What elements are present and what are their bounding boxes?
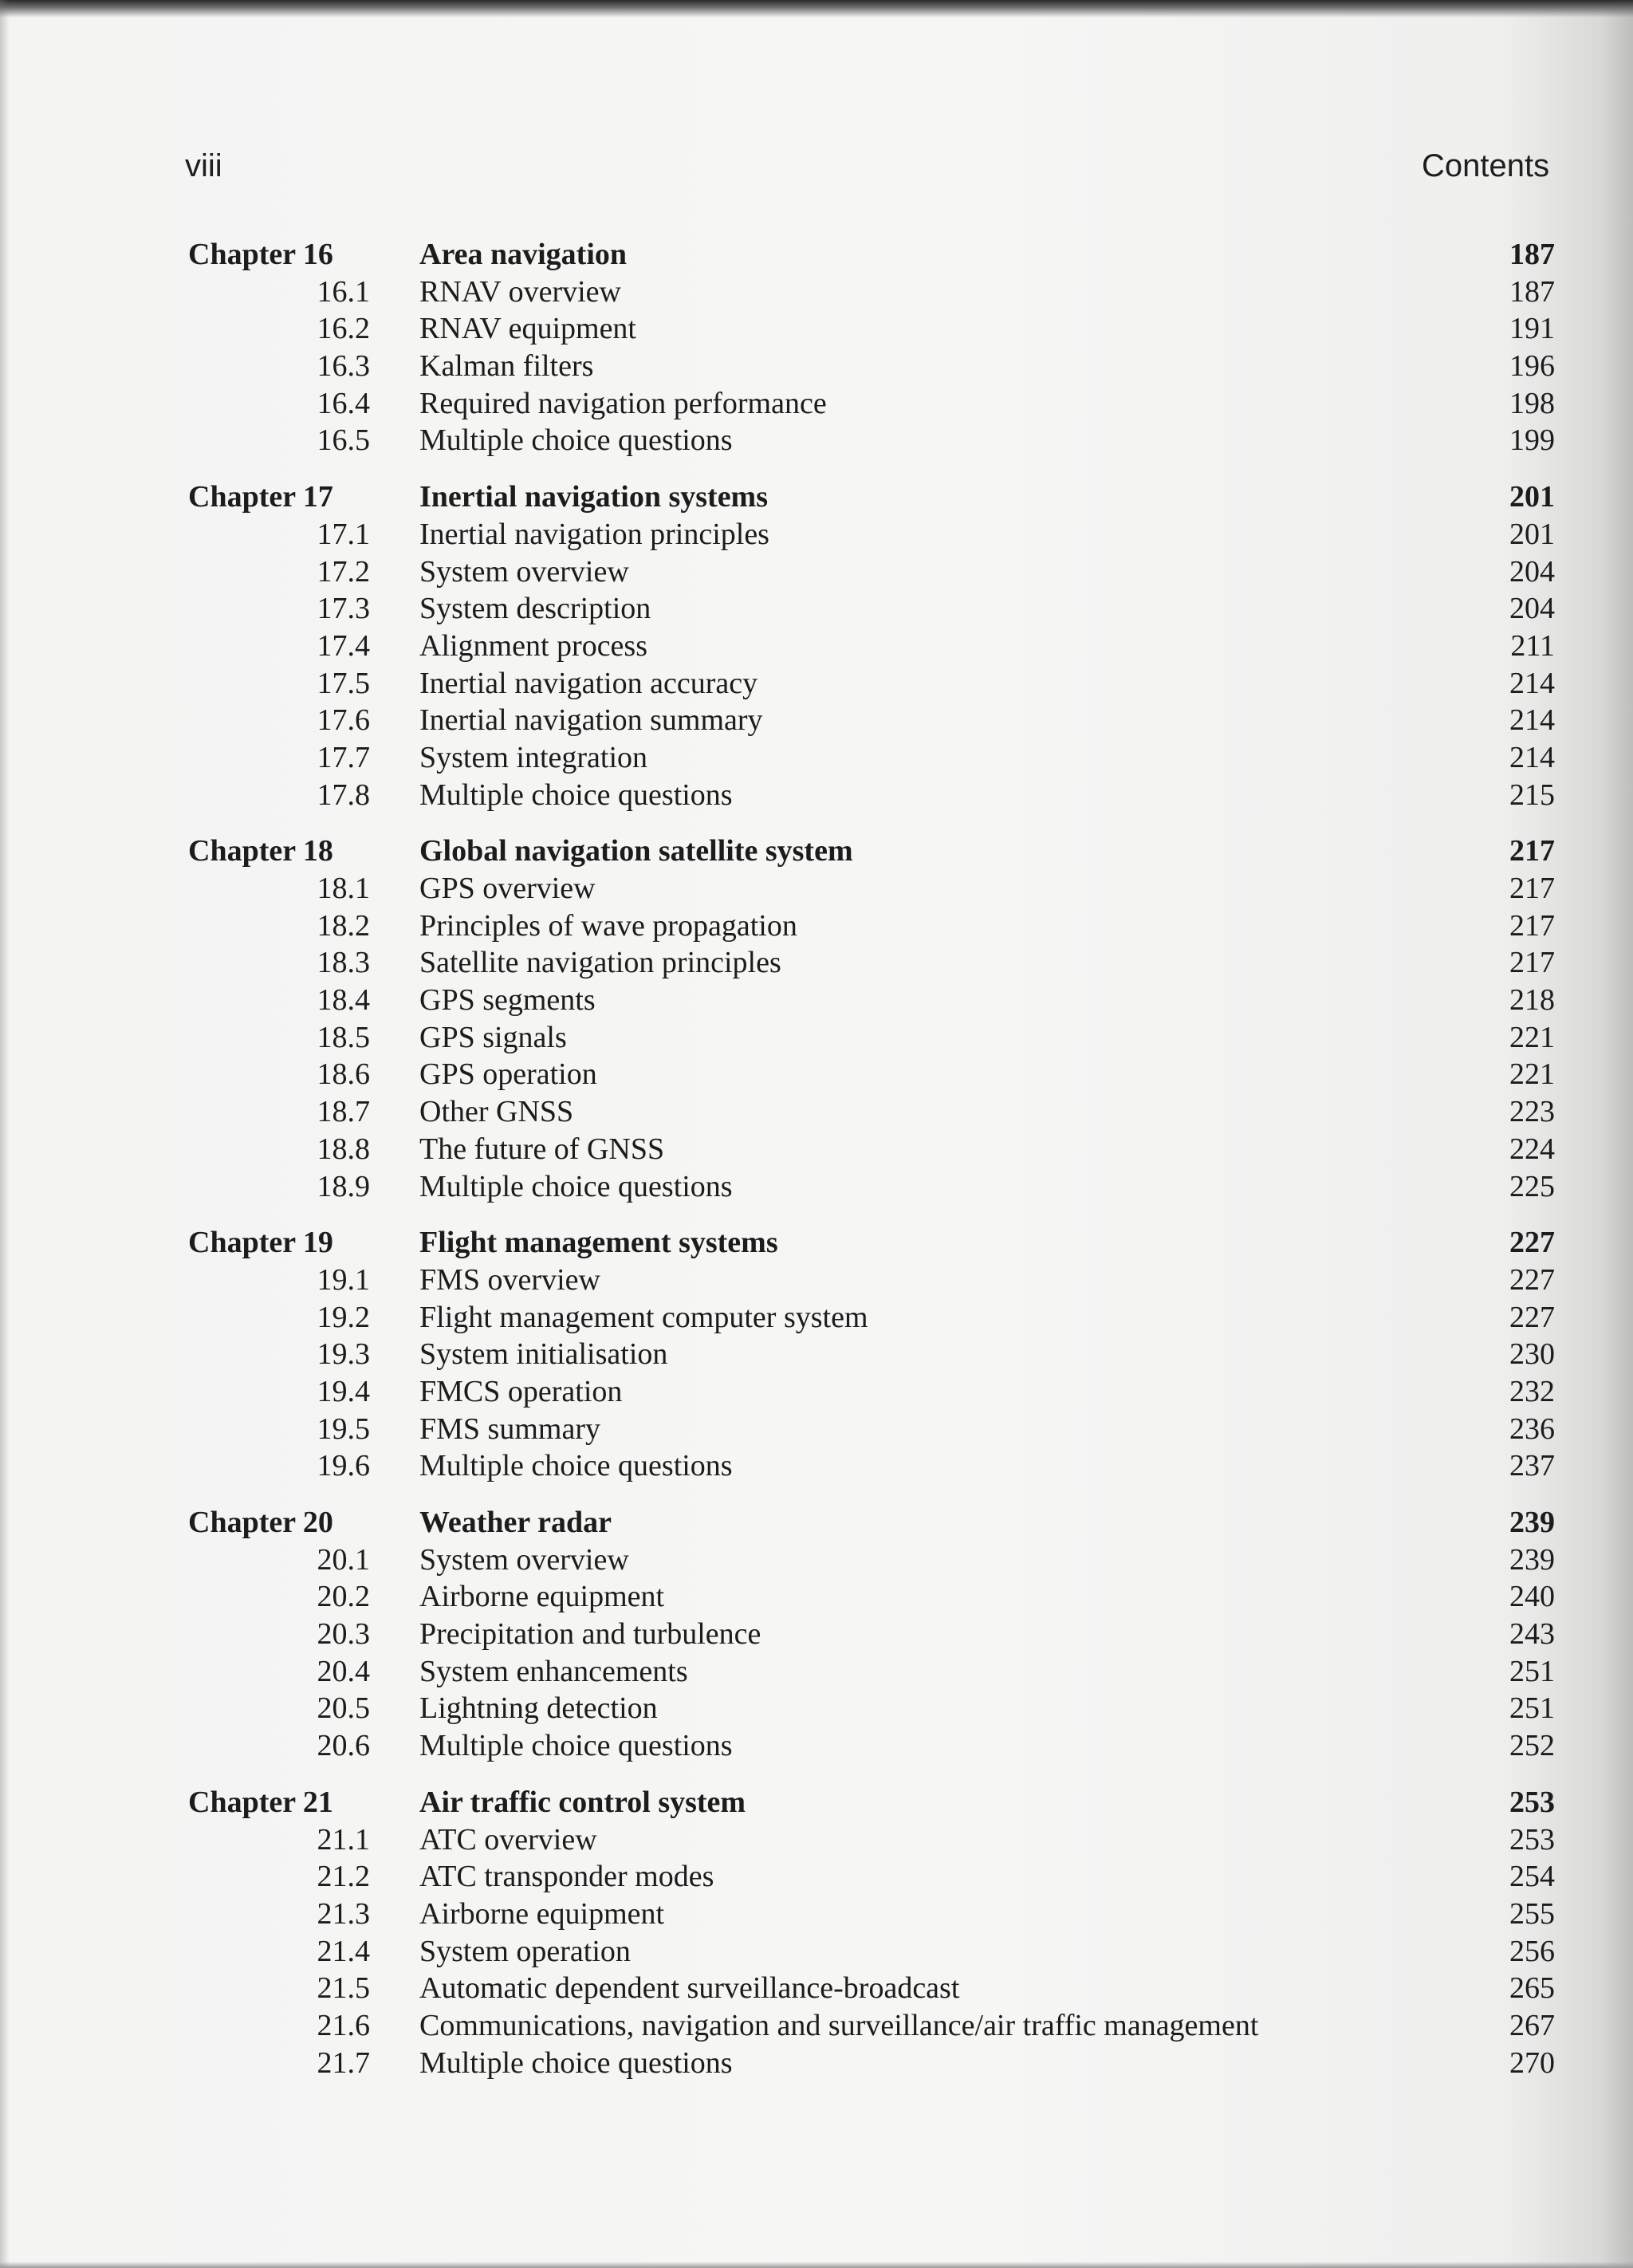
section-row[interactable] <box>0 1727 1633 1765</box>
section-title: Satellite navigation principles <box>419 946 781 980</box>
section-title: Multiple choice questions <box>419 1169 733 1203</box>
section-page-number: 227 <box>1509 1262 1555 1297</box>
section-page-number: 237 <box>1509 1449 1555 1483</box>
section-number: 17.1 <box>317 517 370 551</box>
section-number: 19.4 <box>317 1374 370 1408</box>
section-number: 18.1 <box>317 872 370 905</box>
section-page-number: 265 <box>1509 1971 1555 2006</box>
section-number: 17.6 <box>317 703 370 738</box>
section-page-number: 198 <box>1509 386 1555 420</box>
section-title: Required navigation performance <box>419 386 827 420</box>
chapter-block <box>0 478 1633 813</box>
section-page-number: 204 <box>1509 554 1555 589</box>
section-row[interactable] <box>0 422 1633 459</box>
section-row[interactable] <box>0 310 1633 348</box>
section-page-number: 214 <box>1509 740 1555 774</box>
section-number: 19.6 <box>317 1449 370 1483</box>
section-row[interactable] <box>0 1616 1633 1653</box>
section-title: Communications, navigation and surveillance/air traffic management <box>419 2008 1259 2042</box>
section-title: Multiple choice questions <box>419 1729 733 1763</box>
section-number: 18.8 <box>317 1132 370 1166</box>
section-page-number: 270 <box>1509 2046 1555 2080</box>
section-page-number: 191 <box>1509 312 1555 346</box>
section-row[interactable] <box>0 1299 1633 1337</box>
section-row[interactable] <box>0 516 1633 553</box>
section-number: 19.5 <box>317 1412 370 1446</box>
section-title: GPS operation <box>419 1057 597 1092</box>
section-title: Flight management computer system <box>419 1300 868 1334</box>
section-title: Multiple choice questions <box>419 778 733 812</box>
section-title: Other GNSS <box>419 1095 574 1129</box>
chapter-title: Global navigation satellite system <box>419 834 853 868</box>
section-title: ATC transponder modes <box>419 1860 714 1894</box>
section-number: 18.6 <box>317 1057 370 1092</box>
section-page-number: 214 <box>1509 703 1555 738</box>
chapter-label: Chapter 20 <box>188 1506 333 1539</box>
table-of-contents <box>0 236 1633 2081</box>
section-row[interactable] <box>0 1542 1633 1579</box>
section-number: 21.1 <box>317 1822 370 1857</box>
section-row[interactable] <box>0 385 1633 423</box>
section-title: The future of GNSS <box>419 1132 665 1166</box>
section-title: Principles of wave propagation <box>419 908 797 943</box>
section-row[interactable] <box>0 982 1633 1019</box>
section-page-number: 243 <box>1509 1617 1555 1652</box>
section-page-number: 201 <box>1509 517 1555 551</box>
section-page-number: 218 <box>1509 983 1555 1018</box>
chapter-title: Inertial navigation systems <box>419 480 768 514</box>
section-title: Alignment process <box>419 628 648 663</box>
section-title: System overview <box>419 1542 629 1577</box>
chapter-label: Chapter 21 <box>188 1785 333 1819</box>
section-title: System overview <box>419 554 629 589</box>
section-page-number: 255 <box>1509 1896 1555 1931</box>
section-row[interactable] <box>0 777 1633 814</box>
section-title: Airborne equipment <box>419 1896 665 1931</box>
section-row[interactable] <box>0 1056 1633 1093</box>
section-number: 19.1 <box>317 1262 370 1297</box>
section-number: 17.2 <box>317 554 370 589</box>
section-number: 18.5 <box>317 1020 370 1054</box>
section-page-number: 217 <box>1509 872 1555 905</box>
section-title: Multiple choice questions <box>419 1449 733 1483</box>
section-row[interactable] <box>0 908 1633 945</box>
section-page-number: 214 <box>1509 666 1555 700</box>
section-page-number: 217 <box>1509 908 1555 943</box>
page-bottom-edge-shadow <box>0 2262 1633 2268</box>
section-page-number: 221 <box>1509 1057 1555 1092</box>
section-number: 16.4 <box>317 386 370 420</box>
chapter-page-number: 217 <box>1509 834 1555 868</box>
section-title: Inertial navigation principles <box>419 517 769 551</box>
section-row[interactable] <box>0 1336 1633 1373</box>
section-page-number: 251 <box>1509 1654 1555 1688</box>
chapter-heading-row[interactable] <box>0 1784 1633 1821</box>
section-page-number: 221 <box>1509 1020 1555 1054</box>
section-number: 18.3 <box>317 946 370 980</box>
section-number: 20.3 <box>317 1617 370 1652</box>
section-number: 17.8 <box>317 778 370 812</box>
section-number: 19.2 <box>317 1300 370 1334</box>
chapter-title: Area navigation <box>419 238 628 271</box>
section-number: 21.6 <box>317 2008 370 2042</box>
section-row[interactable] <box>0 702 1633 739</box>
chapter-block <box>0 1784 1633 2082</box>
section-title: FMCS operation <box>419 1374 623 1408</box>
section-number: 18.2 <box>317 908 370 943</box>
chapter-title: Flight management systems <box>419 1226 778 1260</box>
section-title: ATC overview <box>419 1822 597 1857</box>
section-number: 18.9 <box>317 1169 370 1203</box>
section-number: 16.2 <box>317 312 370 346</box>
section-number: 18.7 <box>317 1095 370 1129</box>
section-row[interactable] <box>0 1131 1633 1168</box>
chapter-title: Air traffic control system <box>419 1785 746 1819</box>
section-number: 19.3 <box>317 1337 370 1372</box>
section-number: 17.4 <box>317 628 370 663</box>
chapter-label: Chapter 19 <box>188 1226 333 1260</box>
section-row[interactable] <box>0 590 1633 628</box>
section-row[interactable] <box>0 1411 1633 1448</box>
running-header-title: Contents <box>1422 148 1550 183</box>
chapter-page-number: 239 <box>1509 1506 1555 1539</box>
section-number: 20.5 <box>317 1691 370 1726</box>
section-page-number: 211 <box>1510 628 1555 663</box>
chapter-page-number: 187 <box>1509 238 1555 271</box>
section-title: GPS segments <box>419 983 596 1018</box>
section-title: Automatic dependent surveillance-broadcast <box>419 1971 960 2006</box>
section-title: Precipitation and turbulence <box>419 1617 761 1652</box>
section-page-number: 196 <box>1509 349 1555 384</box>
chapter-block <box>0 1224 1633 1485</box>
section-number: 21.4 <box>317 1934 370 1968</box>
section-row[interactable] <box>0 1373 1633 1411</box>
section-page-number: 225 <box>1509 1169 1555 1203</box>
section-number: 20.1 <box>317 1542 370 1577</box>
section-number: 21.3 <box>317 1896 370 1931</box>
section-row[interactable] <box>0 1858 1633 1896</box>
section-title: System enhancements <box>419 1654 688 1688</box>
section-number: 20.2 <box>317 1580 370 1614</box>
section-number: 18.4 <box>317 983 370 1018</box>
chapter-heading-row[interactable] <box>0 833 1633 870</box>
section-page-number: 253 <box>1509 1822 1555 1857</box>
section-number: 17.3 <box>317 592 370 626</box>
section-page-number: 227 <box>1509 1300 1555 1334</box>
page-number-label: viii <box>185 148 222 183</box>
section-page-number: 239 <box>1509 1542 1555 1577</box>
section-number: 21.5 <box>317 1971 370 2006</box>
section-number: 21.7 <box>317 2046 370 2080</box>
section-row[interactable] <box>0 1019 1633 1057</box>
section-title: Multiple choice questions <box>419 2046 733 2080</box>
section-row[interactable] <box>0 1896 1633 1933</box>
section-page-number: 217 <box>1509 946 1555 980</box>
section-row[interactable] <box>0 1653 1633 1691</box>
chapter-block <box>0 236 1633 459</box>
page-top-edge-shadow <box>0 0 1633 18</box>
section-page-number: 224 <box>1509 1132 1555 1166</box>
chapter-label: Chapter 17 <box>188 480 333 514</box>
section-row[interactable] <box>0 553 1633 591</box>
section-title: Multiple choice questions <box>419 423 733 458</box>
chapter-page-number: 227 <box>1509 1226 1555 1260</box>
section-page-number: 232 <box>1509 1374 1555 1408</box>
section-row[interactable] <box>0 2045 1633 2082</box>
section-page-number: 215 <box>1509 778 1555 812</box>
chapter-page-number: 201 <box>1509 480 1555 514</box>
section-row[interactable] <box>0 274 1633 311</box>
section-row[interactable] <box>0 628 1633 665</box>
section-title: RNAV equipment <box>419 312 636 346</box>
section-number: 21.2 <box>317 1860 370 1894</box>
section-page-number: 223 <box>1509 1095 1555 1129</box>
section-title: Kalman filters <box>419 349 594 384</box>
chapter-label: Chapter 16 <box>188 238 333 271</box>
section-row[interactable] <box>0 1578 1633 1616</box>
section-title: FMS overview <box>419 1262 600 1297</box>
section-row[interactable] <box>0 739 1633 777</box>
section-title: GPS overview <box>419 872 596 905</box>
section-page-number: 199 <box>1509 423 1555 458</box>
section-number: 17.7 <box>317 740 370 774</box>
section-number: 20.4 <box>317 1654 370 1688</box>
section-page-number: 230 <box>1509 1337 1555 1372</box>
chapter-heading-row[interactable] <box>0 1504 1633 1542</box>
section-page-number: 204 <box>1509 592 1555 626</box>
section-page-number: 236 <box>1509 1412 1555 1446</box>
chapter-title: Weather radar <box>419 1506 612 1539</box>
section-row[interactable] <box>0 1447 1633 1485</box>
section-page-number: 254 <box>1509 1860 1555 1894</box>
section-title: Lightning detection <box>419 1691 658 1726</box>
section-row[interactable] <box>0 1168 1633 1206</box>
section-page-number: 187 <box>1509 274 1555 309</box>
section-title: System integration <box>419 740 648 774</box>
section-row[interactable] <box>0 1690 1633 1727</box>
section-row[interactable] <box>0 870 1633 908</box>
chapter-block <box>0 833 1633 1205</box>
chapter-label: Chapter 18 <box>188 834 333 868</box>
section-title: Inertial navigation summary <box>419 703 763 738</box>
section-page-number: 252 <box>1509 1729 1555 1763</box>
section-page-number: 256 <box>1509 1934 1555 1968</box>
section-title: System operation <box>419 1934 631 1968</box>
section-title: Inertial navigation accuracy <box>419 666 758 700</box>
section-row[interactable] <box>0 1970 1633 2007</box>
section-number: 17.5 <box>317 666 370 700</box>
section-number: 20.6 <box>317 1729 370 1763</box>
section-number: 16.3 <box>317 349 370 384</box>
section-row[interactable] <box>0 1821 1633 1859</box>
section-title: FMS summary <box>419 1412 600 1446</box>
chapter-heading-row[interactable] <box>0 1224 1633 1262</box>
section-row[interactable] <box>0 944 1633 982</box>
section-title: GPS signals <box>419 1020 567 1054</box>
section-row[interactable] <box>0 1262 1633 1299</box>
section-title: RNAV overview <box>419 274 621 309</box>
section-title: System description <box>419 592 651 626</box>
section-page-number: 240 <box>1509 1580 1555 1614</box>
section-page-number: 267 <box>1509 2008 1555 2042</box>
section-row[interactable] <box>0 348 1633 385</box>
section-row[interactable] <box>0 1093 1633 1131</box>
section-number: 16.1 <box>317 274 370 309</box>
section-title: Airborne equipment <box>419 1580 665 1614</box>
section-row[interactable] <box>0 665 1633 703</box>
section-title: System initialisation <box>419 1337 668 1372</box>
chapter-heading-row[interactable] <box>0 236 1633 274</box>
section-row[interactable] <box>0 1933 1633 1971</box>
chapter-block <box>0 1504 1633 1765</box>
section-row[interactable] <box>0 2007 1633 2045</box>
section-number: 16.5 <box>317 423 370 458</box>
section-page-number: 251 <box>1509 1691 1555 1726</box>
chapter-page-number: 253 <box>1509 1785 1555 1819</box>
chapter-heading-row[interactable] <box>0 478 1633 516</box>
